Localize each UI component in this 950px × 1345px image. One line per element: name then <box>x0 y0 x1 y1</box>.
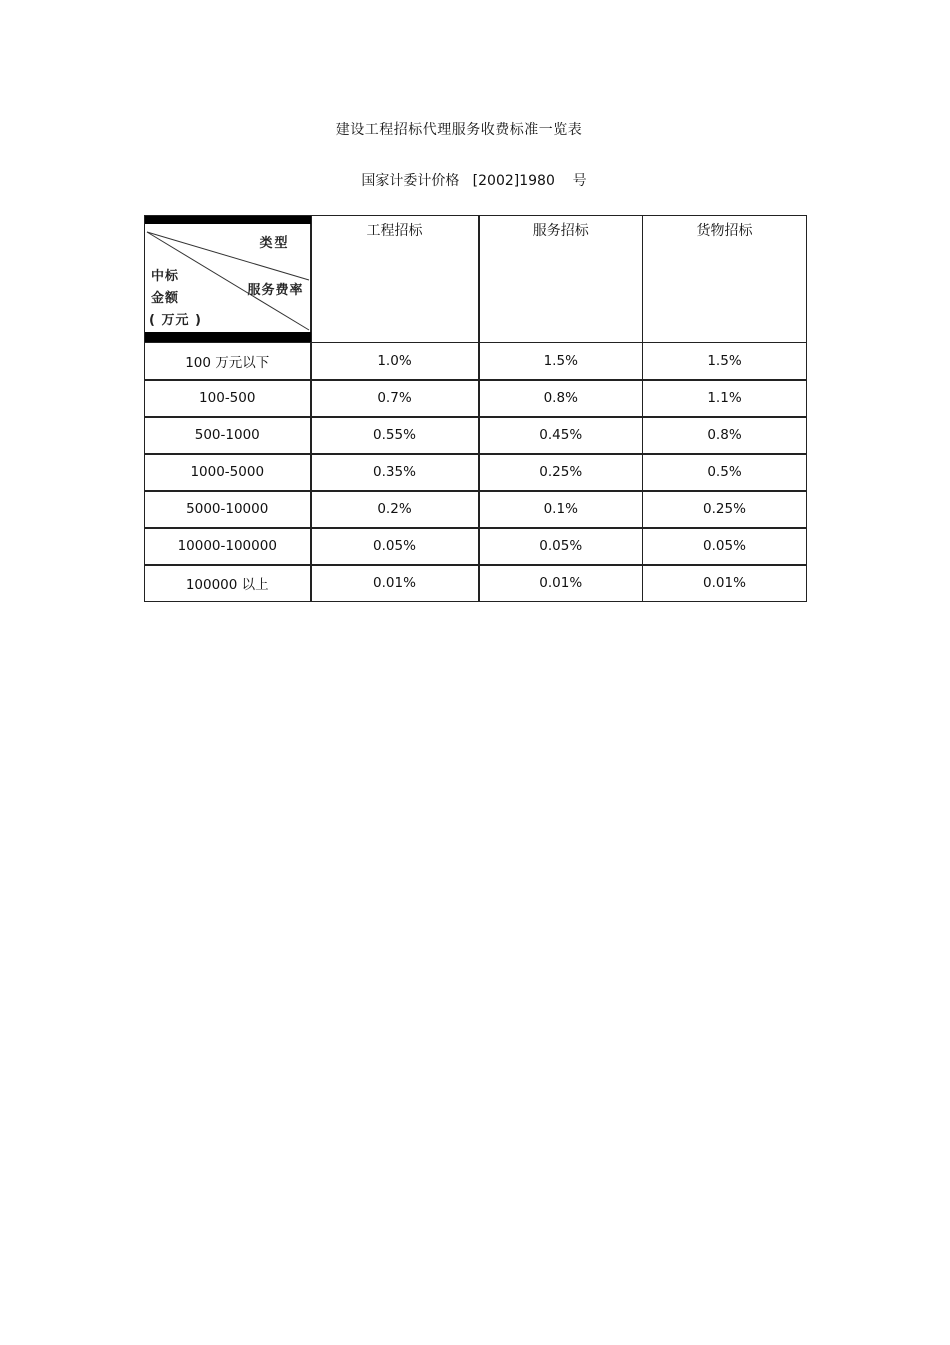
service-rate-cell: 0.25% <box>479 454 643 491</box>
document-subtitle: 国家计委计价格 [2002]1980 号 <box>361 173 587 189</box>
service-rate-cell: 0.1% <box>479 491 643 528</box>
table-row <box>145 417 807 454</box>
goods-rate-cell: 0.05% <box>643 528 807 565</box>
service-rate-cell: 0.45% <box>479 417 643 454</box>
service-rate-cell: 0.8% <box>479 380 643 417</box>
service-rate-cell: 1.5% <box>479 343 643 380</box>
row-range-cell: 100-500 <box>145 380 311 417</box>
engineering-rate-cell: 0.01% <box>311 565 479 602</box>
goods-rate-cell: 0.25% <box>643 491 807 528</box>
table-row <box>145 380 807 417</box>
row-range-cell: 500-1000 <box>145 417 311 454</box>
row-range-cell: 100 万元以下 <box>145 343 311 380</box>
table-row <box>145 565 807 602</box>
row-range-cell: 1000-5000 <box>145 454 311 491</box>
header-amount-line1: 中标 <box>151 269 180 284</box>
goods-rate-cell: 0.01% <box>643 565 807 602</box>
service-rate-cell: 0.05% <box>479 528 643 565</box>
header-rate-label: 服务费率 <box>247 283 304 298</box>
table-row <box>145 454 807 491</box>
fee-standard-table <box>144 215 807 602</box>
goods-rate-cell: 1.5% <box>643 343 807 380</box>
service-rate-cell: 0.01% <box>479 565 643 602</box>
engineering-rate-cell: 1.0% <box>311 343 479 380</box>
row-range-cell: 10000-100000 <box>145 528 311 565</box>
engineering-rate-cell: 0.2% <box>311 491 479 528</box>
column-header-goods: 货物招标 <box>643 216 807 343</box>
engineering-rate-cell: 0.05% <box>311 528 479 565</box>
table-row <box>145 343 807 380</box>
goods-rate-cell: 1.1% <box>643 380 807 417</box>
column-header-engineering: 工程招标 <box>311 216 479 343</box>
engineering-rate-cell: 0.35% <box>311 454 479 491</box>
goods-rate-cell: 0.8% <box>643 417 807 454</box>
header-amount-line3: ( 万元 ) <box>149 313 202 328</box>
row-range-cell: 100000 以上 <box>145 565 311 602</box>
header-type-label: 类型 <box>259 236 290 251</box>
diagonal-header-cell <box>145 216 311 343</box>
row-range-cell: 5000-10000 <box>145 491 311 528</box>
column-header-service: 服务招标 <box>479 216 643 343</box>
engineering-rate-cell: 0.7% <box>311 380 479 417</box>
engineering-rate-cell: 0.55% <box>311 417 479 454</box>
goods-rate-cell: 0.5% <box>643 454 807 491</box>
table-row <box>145 491 807 528</box>
table-row <box>145 528 807 565</box>
document-title: 建设工程招标代理服务收费标准一览表 <box>335 122 583 138</box>
table-header-row <box>145 216 807 343</box>
header-amount-line2: 金额 <box>151 291 180 306</box>
